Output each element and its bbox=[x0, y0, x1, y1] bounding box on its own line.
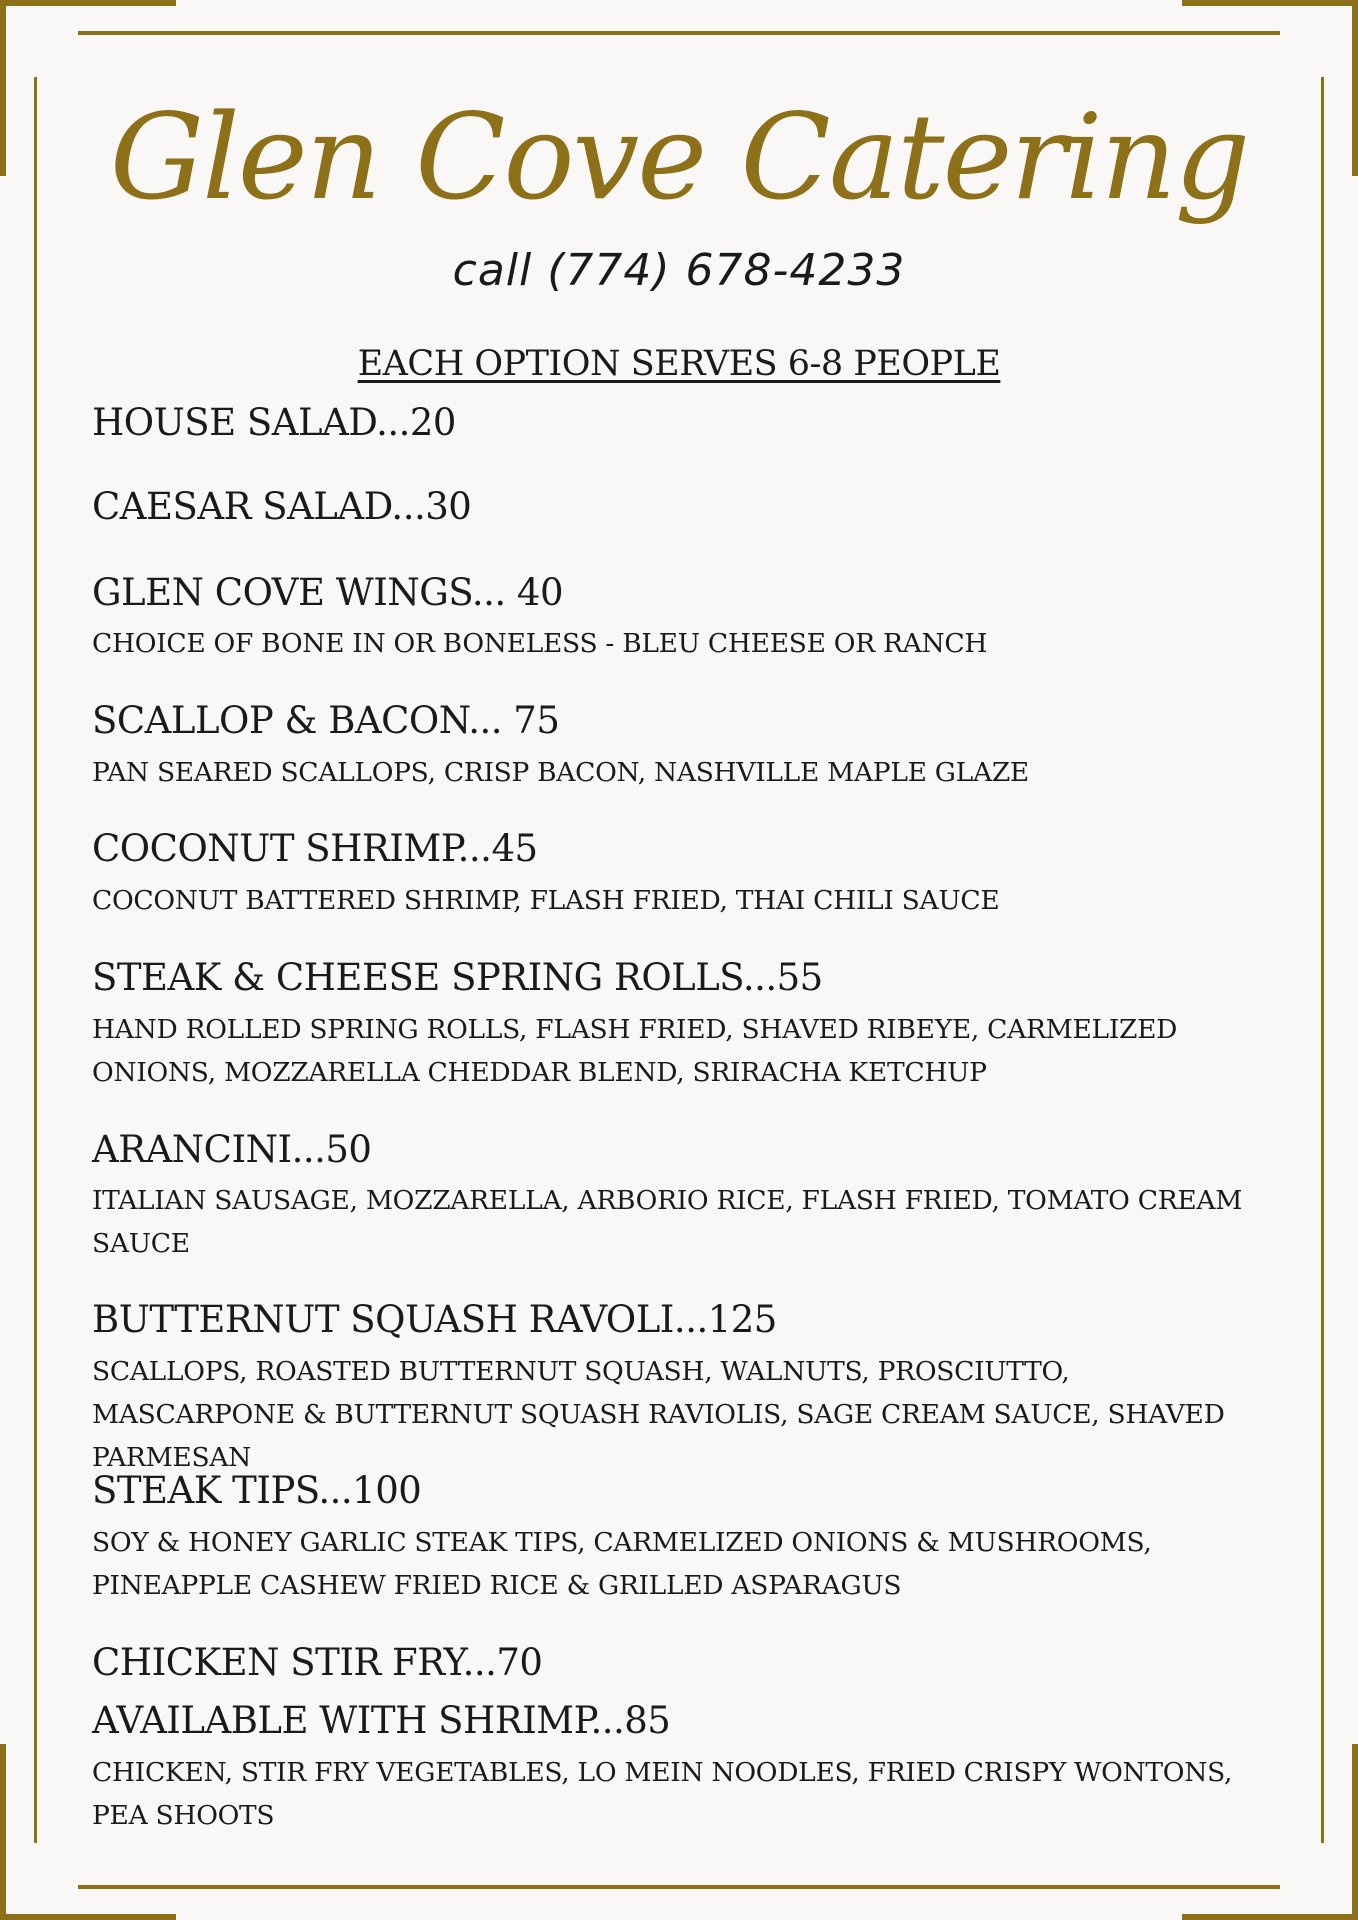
menu-item-name: COCONUT SHRIMP...45 bbox=[92, 827, 538, 870]
corner-top-left-h bbox=[0, 0, 176, 6]
menu-item-description: CHICKEN, STIR FRY VEGETABLES, LO MEIN NOODLES, FRIED CRISPY WONTONS, PEA SHOOTS bbox=[92, 1757, 1233, 1831]
menu-item-description: COCONUT BATTERED SHRIMP, FLASH FRIED, THAI CHILI SAUCE bbox=[92, 885, 1000, 916]
phone-number: call (774) 678-4233 bbox=[452, 245, 906, 296]
frame-bottom-line bbox=[78, 1885, 1280, 1889]
page-title: Glen Cove Catering bbox=[109, 88, 1249, 226]
menu-item-name: HOUSE SALAD...20 bbox=[92, 401, 456, 444]
menu-item-description: PAN SEARED SCALLOPS, CRISP BACON, NASHVILLE MAPLE GLAZE bbox=[92, 757, 1029, 788]
menu-item-name: GLEN COVE WINGS... 40 bbox=[92, 571, 563, 614]
menu-item-description: SCALLOPS, ROASTED BUTTERNUT SQUASH, WALNUTS, PROSCIUTTO, MASCARPONE & BUTTERNUT SQUASH RAVIOLIS, SAGE CREAM SAUCE, SHAVED PARMESAN bbox=[92, 1356, 1225, 1473]
corner-bottom-right-h bbox=[1182, 1914, 1358, 1920]
menu-item-name: ARANCINI...50 bbox=[92, 1128, 372, 1171]
menu-item-name: BUTTERNUT SQUASH RAVOLI...125 bbox=[92, 1298, 777, 1341]
corner-top-right-h bbox=[1182, 0, 1358, 6]
menu-item-name: CAESAR SALAD...30 bbox=[92, 485, 472, 528]
menu-item-description: ITALIAN SAUSAGE, MOZZARELLA, ARBORIO RICE, FLASH FRIED, TOMATO CREAM SAUCE bbox=[92, 1185, 1243, 1259]
menu-item-name: SCALLOP & BACON... 75 bbox=[92, 699, 560, 742]
menu-item-subname: AVAILABLE WITH SHRIMP...85 bbox=[92, 1699, 671, 1742]
menu-item-description: SOY & HONEY GARLIC STEAK TIPS, CARMELIZED ONIONS & MUSHROOMS, PINEAPPLE CASHEW FRIED RICE & GRILLED ASPARAGUS bbox=[92, 1527, 1152, 1601]
corner-bottom-left-h bbox=[0, 1914, 176, 1920]
corner-bottom-left-v bbox=[0, 1744, 6, 1920]
menu-item-name: CHICKEN STIR FRY...70 bbox=[92, 1641, 543, 1684]
frame-top-line bbox=[78, 31, 1280, 35]
menu-item-name: STEAK TIPS...100 bbox=[92, 1469, 422, 1512]
menu-item-description: CHOICE OF BONE IN OR BONELESS - BLEU CHEESE OR RANCH bbox=[92, 628, 988, 659]
menu-item-name: STEAK & CHEESE SPRING ROLLS...55 bbox=[92, 956, 823, 999]
serves-note: EACH OPTION SERVES 6-8 PEOPLE bbox=[357, 344, 1001, 384]
corner-bottom-right-v bbox=[1352, 1744, 1358, 1920]
menu-item-description: HAND ROLLED SPRING ROLLS, FLASH FRIED, SHAVED RIBEYE, CARMELIZED ONIONS, MOZZARELLA CHEDDAR BLEND, SRIRACHA KETCHUP bbox=[92, 1014, 1178, 1088]
